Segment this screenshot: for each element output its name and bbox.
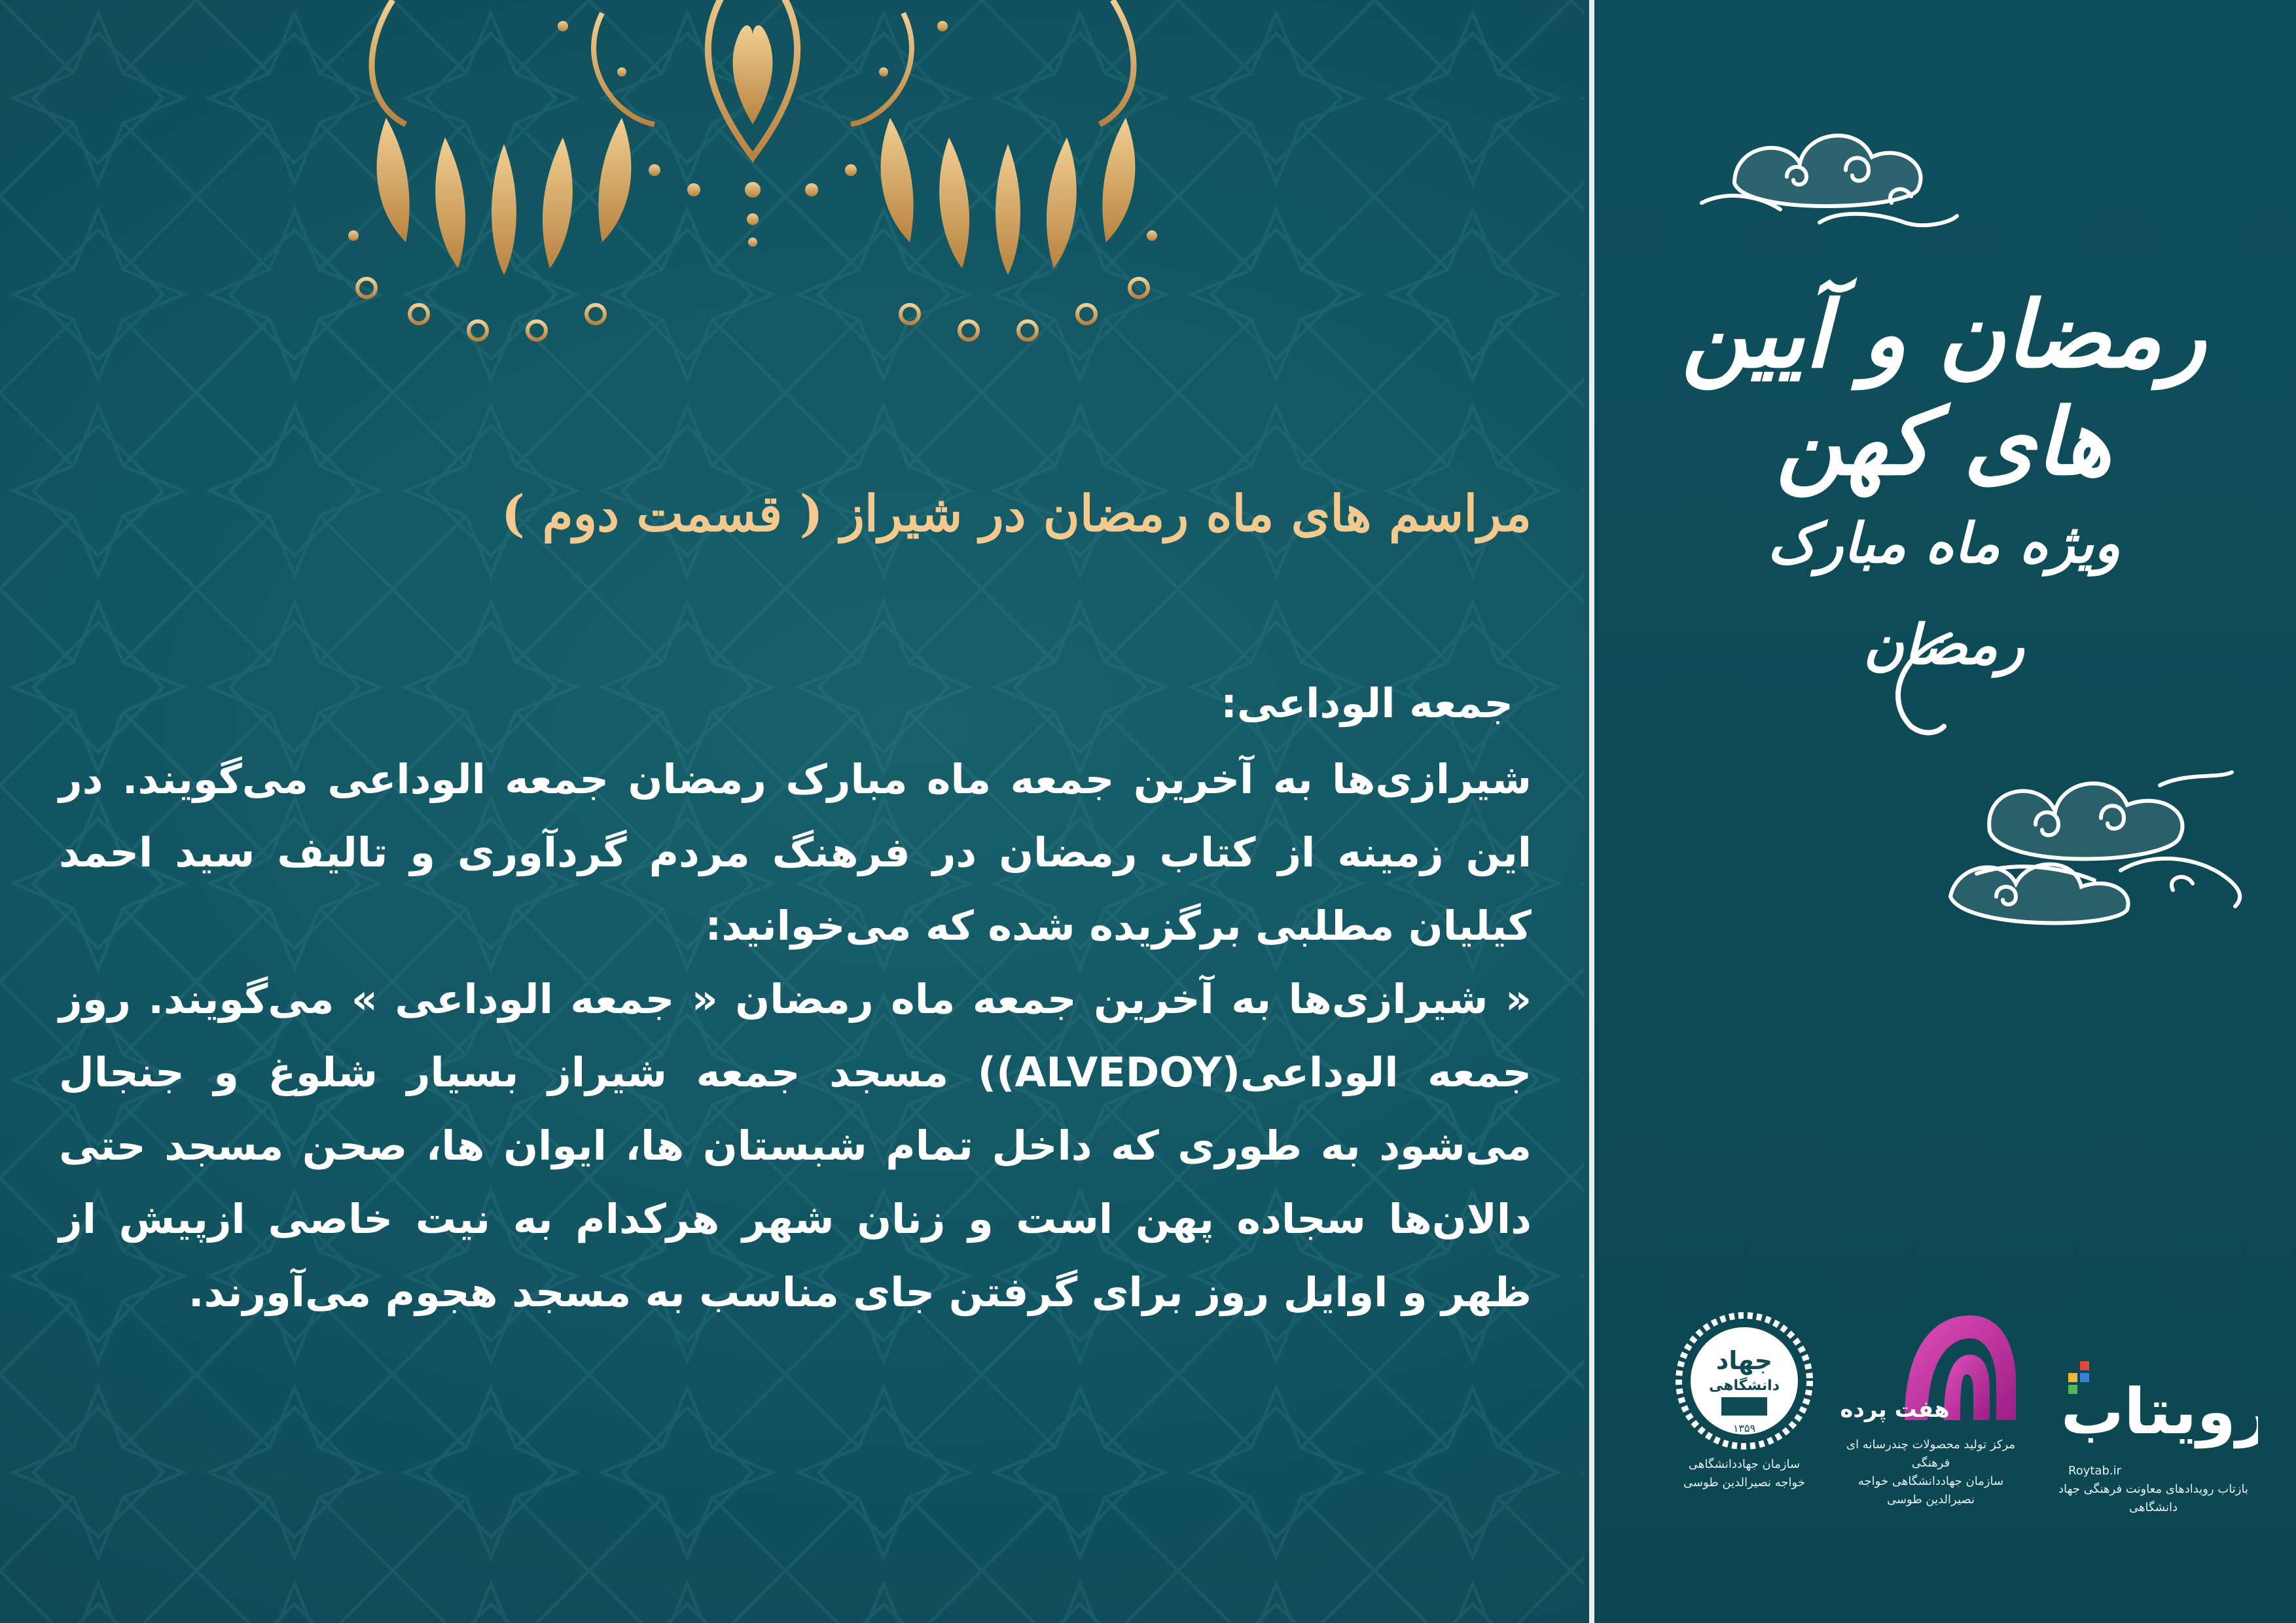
jahad-caption-1: سازمان جهاددانشگاهی	[1688, 1457, 1801, 1471]
roytab-logo	[2049, 1348, 2258, 1517]
brand-subtitle-line2: رمضان	[1863, 612, 2024, 677]
haftparde-name: هفت پرده	[1840, 1397, 1950, 1423]
haftparde-logo	[1833, 1302, 2029, 1509]
sub-heading: جمعه الوداعی:	[1221, 679, 1513, 727]
jahad-name-2: دانشگاهی	[1708, 1378, 1780, 1394]
roytab-caption: بازتاب رویدادهای معاونت فرهنگی جهاد دانشگاهی	[2058, 1482, 2248, 1514]
haftparde-caption-2: سازمان جهاددانشگاهی خواجه نصیرالدین طوسی	[1857, 1474, 2004, 1507]
mandala-ornament	[196, 0, 1309, 393]
brand-title: رمضان و آیین های کهن	[1681, 281, 2206, 496]
roytab-name: رویتاب	[2060, 1375, 2258, 1448]
jahad-emblem	[1672, 1309, 1816, 1453]
haftparde-caption-1: مرکز تولید محصولات چندرسانه ای فرهنگی	[1846, 1438, 2016, 1470]
brand-subtitle-line1: ویژه ماه مبارک	[1767, 510, 2121, 575]
roytab-mark	[2049, 1348, 2258, 1459]
roytab-url: Roytab.ir	[2068, 1464, 2121, 1478]
jahad-name-1: جهاد	[1715, 1346, 1773, 1375]
paragraph-quote: « شیرازی‌ها به آخرین جمعه ماه رمضان « جمعه الوداعی » می‌گویند. روز جمعه الوداعی(ALVEDOY)) مسجد جمعه شیراز بسیار شلوغ و جنجال می‌شود به طوری که داخل تمام شبستان ها، ایوان ها، صحن مسجد حتی دالان‌ها سجاده پهن است و زنان شهر هرکدام به نیت خاصی ازپیش از ظهر و اوایل روز برای گرفتن جای مناسب به مسجد هجوم می‌آورند.	[59, 975, 1532, 1316]
jahad-year: ۱۳۵۹	[1732, 1422, 1756, 1435]
haftparde-mark	[1833, 1302, 2029, 1433]
vertical-divider	[1589, 0, 1594, 1623]
article-content	[59, 484, 1532, 1329]
section-title: مراسم های ماه رمضان در شیراز ( قسمت دوم )	[501, 484, 1532, 543]
jahad-caption-2: خواجه نصیرالدین طوسی	[1683, 1476, 1805, 1489]
cloud-ornament-bottom	[1937, 831, 2251, 942]
paragraph-intro: شیرازی‌ها به آخرین جمعه ماه مبارک رمضان جمعه الوداعی می‌گویند. در این زمینه از کتاب رمضان در فرهنگ مردم گردآوری و تالیف سید احمد کیلیان مطلبی برگزیده شده که می‌خوانید:	[59, 755, 1532, 950]
jahad-logo	[1662, 1309, 1826, 1492]
calligraphy-swash	[1872, 628, 1964, 740]
cloud-ornament-top	[1689, 92, 1964, 249]
